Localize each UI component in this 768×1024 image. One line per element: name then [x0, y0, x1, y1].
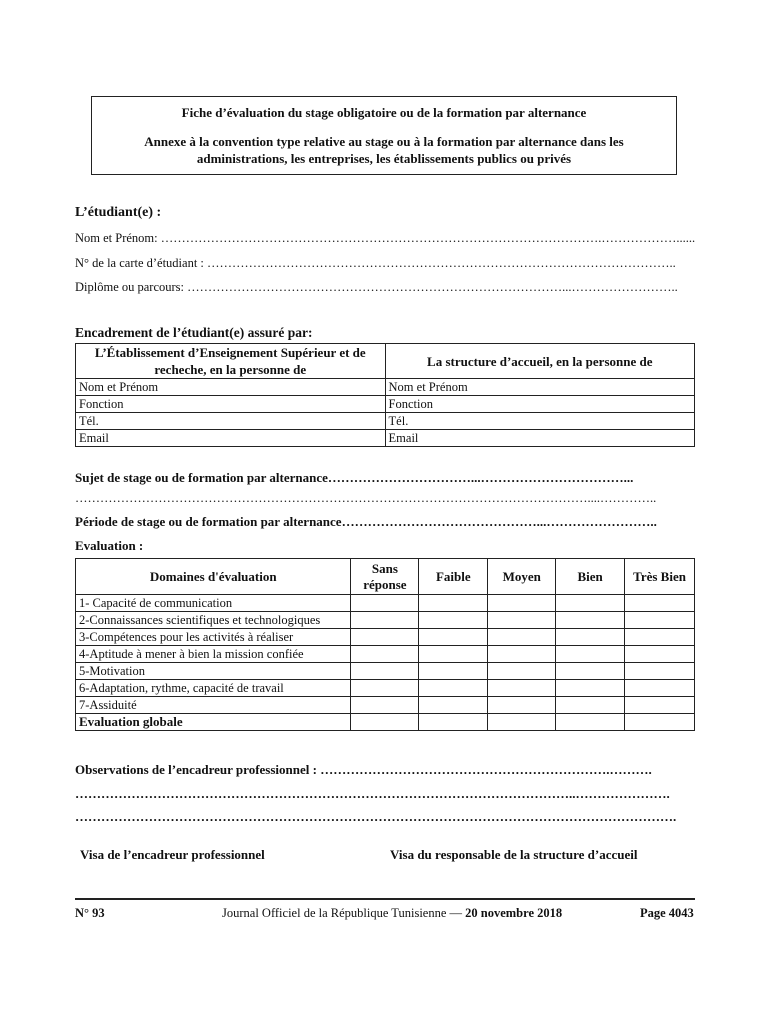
journal-name — [222, 906, 562, 921]
table-row — [76, 697, 695, 714]
table-row — [76, 413, 695, 430]
table-row — [76, 396, 695, 413]
supervision-cell-left: Email — [76, 430, 386, 447]
supervision-heading: Encadrement de l’étudiant(e) assuré par: — [75, 325, 313, 340]
domain-label: 6-Adaptation, rythme, capacité de travail — [76, 680, 351, 697]
issue-date: 20 novembre 2018 — [465, 906, 563, 920]
rating-cell[interactable] — [419, 697, 488, 714]
rating-cell[interactable] — [419, 612, 488, 629]
rating-cell[interactable] — [419, 595, 488, 612]
rating-cell[interactable] — [488, 714, 556, 731]
student-heading: L’étudiant(e) : — [75, 205, 162, 220]
supervision-cell-left: Tél. — [76, 413, 386, 430]
rating-cell[interactable] — [351, 595, 419, 612]
visa-host-manager: Visa du responsable de la structure d’accueil — [390, 847, 638, 862]
footer-divider — [75, 898, 695, 900]
period-field: Période de stage ou de formation par alternance………………………………………...…………………….. — [75, 514, 657, 529]
col-weak: Faible — [419, 559, 488, 595]
rating-cell[interactable] — [556, 612, 625, 629]
supervision-cell-right: Nom et Prénom — [385, 379, 694, 396]
table-row — [76, 612, 695, 629]
global-evaluation-row — [76, 714, 695, 731]
observations-field: Observations de l’encadreur professionnel : ………………………………………………………….………. — [75, 762, 652, 777]
rating-cell[interactable] — [625, 646, 695, 663]
rating-cell[interactable] — [625, 629, 695, 646]
rating-cell[interactable] — [351, 663, 419, 680]
evaluation-table — [75, 558, 695, 731]
student-name-field: Nom et Prénom: …………………………………………………………………………………………….………………...... — [75, 231, 695, 245]
col-very-good: Très Bien — [625, 559, 695, 595]
rating-cell[interactable] — [488, 697, 556, 714]
table-row — [76, 430, 695, 447]
supervision-cell-right: Fonction — [385, 396, 694, 413]
rating-cell[interactable] — [488, 629, 556, 646]
subject-continuation: ……………………………………………………………………………………………………………....………….. — [75, 491, 657, 505]
rating-cell[interactable] — [488, 680, 556, 697]
col-average: Moyen — [488, 559, 556, 595]
document-header-box — [91, 96, 677, 175]
domain-label: 3-Compétences pour les activités à réaliser — [76, 629, 351, 646]
domain-label: 7-Assiduité — [76, 697, 351, 714]
domain-label: 1- Capacité de communication — [76, 595, 351, 612]
col-domains: Domaines d'évaluation — [76, 559, 351, 595]
rating-cell[interactable] — [351, 697, 419, 714]
rating-cell[interactable] — [556, 697, 625, 714]
rating-cell[interactable] — [488, 595, 556, 612]
rating-cell[interactable] — [556, 595, 625, 612]
document-subtitle: Annexe à la convention type relative au stage ou à la formation par alternance dans les administrations, les entreprises, les établissements publics ou privés — [144, 134, 624, 166]
domain-label: 5-Motivation — [76, 663, 351, 680]
supervision-cell-left: Nom et Prénom — [76, 379, 386, 396]
visa-supervisor: Visa de l’encadreur professionnel — [80, 847, 265, 862]
document-title: Fiche d’évaluation du stage obligatoire ou de la formation par alternance — [181, 105, 587, 120]
supervision-table — [75, 343, 695, 447]
rating-cell[interactable] — [351, 714, 419, 731]
table-row — [76, 629, 695, 646]
table-row — [76, 595, 695, 612]
journal-title: Journal Officiel de la République Tunisienne — — [222, 906, 463, 920]
supervision-cell-left: Fonction — [76, 396, 386, 413]
rating-cell[interactable] — [625, 595, 695, 612]
supervision-col-host: La structure d’accueil, en la personne de — [385, 344, 694, 379]
supervision-cell-right: Tél. — [385, 413, 694, 430]
table-row — [76, 663, 695, 680]
domain-label: 2-Connaissances scientifiques et technologiques — [76, 612, 351, 629]
rating-cell[interactable] — [419, 680, 488, 697]
student-diploma-field: Diplôme ou parcours: ………………………………………………………………………………...…………………….. — [75, 280, 678, 294]
subject-field: Sujet de stage ou de formation par alternance……………………………...……………………………... — [75, 470, 634, 485]
rating-cell[interactable] — [351, 646, 419, 663]
issue-number: N° 93 — [75, 906, 105, 920]
rating-cell[interactable] — [625, 663, 695, 680]
page-number: Page 4043 — [640, 906, 694, 920]
rating-cell[interactable] — [625, 612, 695, 629]
col-no-answer: Sans réponse — [351, 559, 419, 595]
table-row — [76, 646, 695, 663]
rating-cell[interactable] — [625, 697, 695, 714]
col-good: Bien — [556, 559, 625, 595]
rating-cell[interactable] — [625, 680, 695, 697]
rating-cell[interactable] — [625, 714, 695, 731]
supervision-cell-right: Email — [385, 430, 694, 447]
rating-cell[interactable] — [556, 646, 625, 663]
rating-cell[interactable] — [556, 629, 625, 646]
global-evaluation-label: Evaluation globale — [76, 714, 351, 731]
rating-cell[interactable] — [488, 612, 556, 629]
rating-cell[interactable] — [351, 629, 419, 646]
observations-line-3: …………………………………………………………………………………………………………………………. — [75, 809, 677, 824]
rating-cell[interactable] — [556, 663, 625, 680]
rating-cell[interactable] — [351, 680, 419, 697]
domain-label: 4-Aptitude à mener à bien la mission confiée — [76, 646, 351, 663]
table-row — [76, 680, 695, 697]
table-row — [76, 379, 695, 396]
rating-cell[interactable] — [556, 714, 625, 731]
rating-cell[interactable] — [351, 612, 419, 629]
observations-line-2: ……………………………………………………………………………………………………..…………………. — [75, 786, 670, 801]
supervision-header-row — [76, 344, 695, 379]
rating-cell[interactable] — [488, 646, 556, 663]
student-card-field: N° de la carte d’étudiant : ………………………………………………………………………………………………….. — [75, 256, 676, 270]
rating-cell[interactable] — [419, 663, 488, 680]
rating-cell[interactable] — [556, 680, 625, 697]
rating-cell[interactable] — [488, 663, 556, 680]
rating-cell[interactable] — [419, 714, 488, 731]
evaluation-header-row — [76, 559, 695, 595]
rating-cell[interactable] — [419, 629, 488, 646]
rating-cell[interactable] — [419, 646, 488, 663]
evaluation-heading: Evaluation : — [75, 538, 144, 553]
supervision-col-institution: L’Établissement d’Enseignement Supérieur et de recheche, en la personne de — [76, 344, 386, 379]
